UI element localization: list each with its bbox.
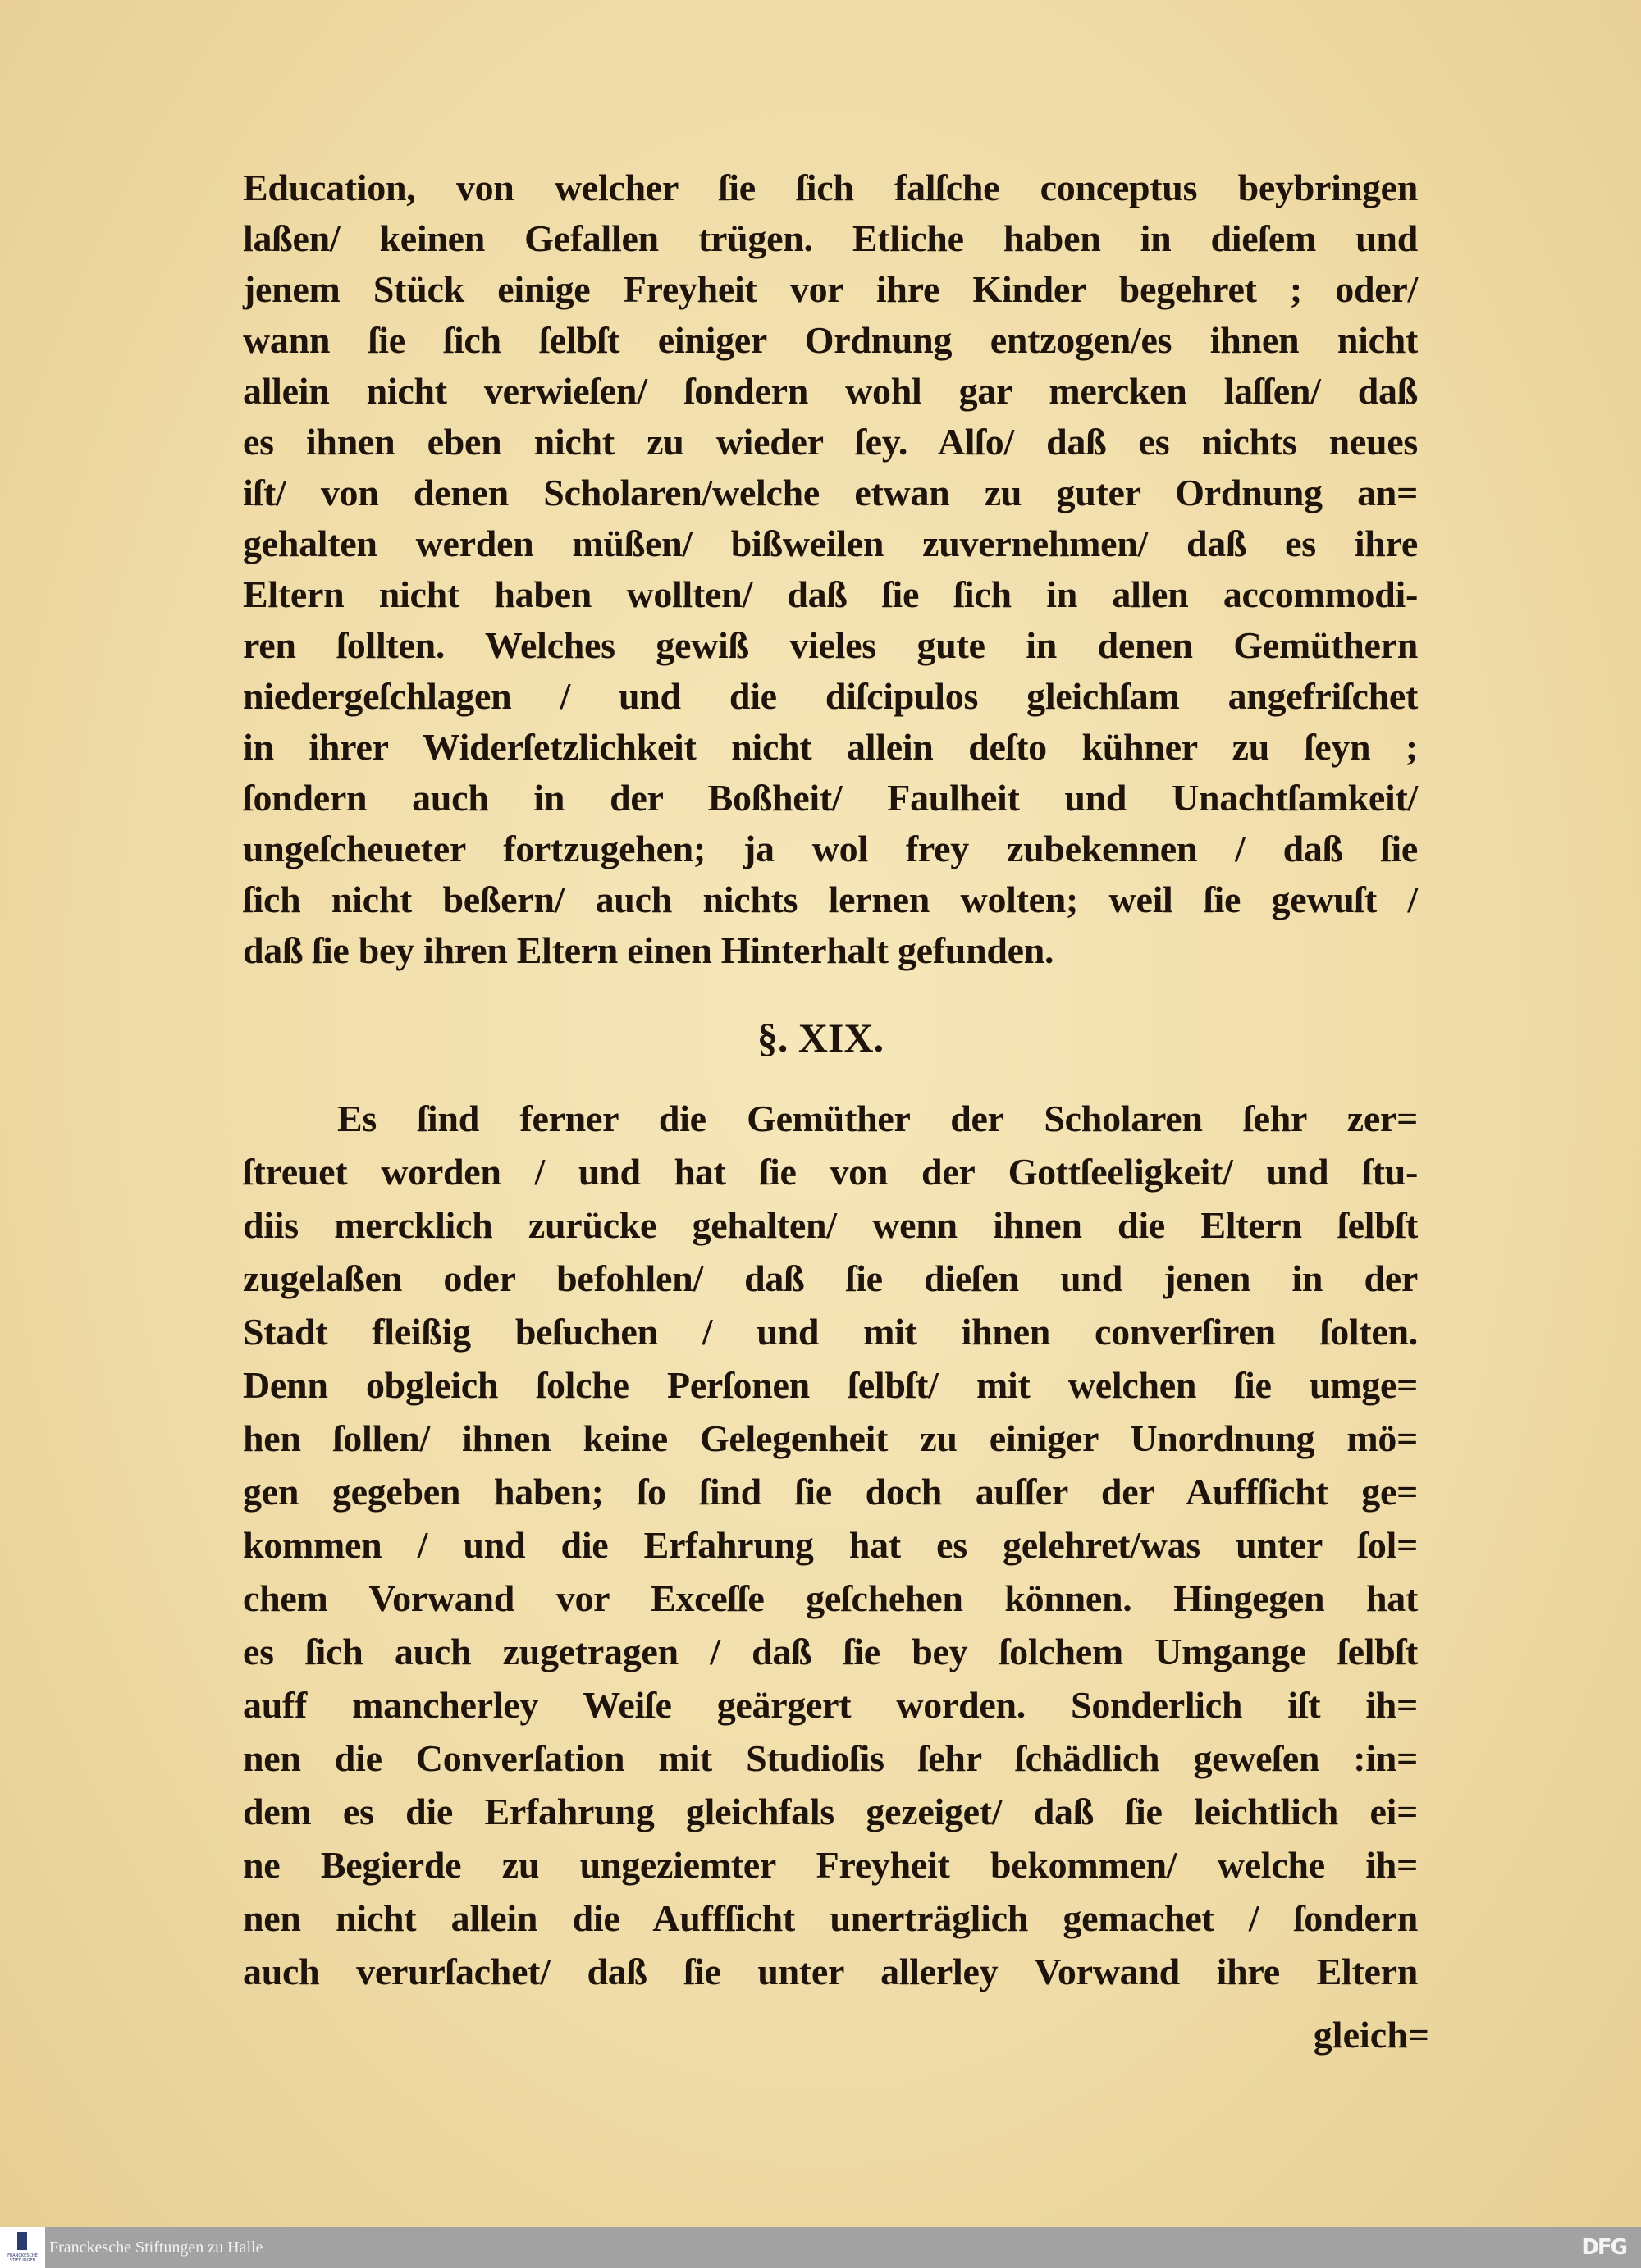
text-line: niedergeſchlagen / und die diſcipulos gleichſam angefriſchet bbox=[243, 675, 1418, 717]
text-line: daß ſie bey ihren Eltern einen Hinterhalt gefunden. bbox=[243, 929, 1054, 971]
text-line: hen ſollen/ ihnen keine Gelegenheit zu einiger Unordnung mö= bbox=[243, 1417, 1418, 1459]
text-line: Es ſind ferner die Gemüther der Scholaren ſehr zer= bbox=[337, 1097, 1418, 1139]
paragraph-1 bbox=[243, 162, 1418, 976]
text-line: jenem Stück einige Freyheit vor ihre Kinder begehret ; oder/ bbox=[243, 268, 1418, 310]
text-line: chem Vorwand vor Exceſſe geſchehen können. Hingegen hat bbox=[243, 1577, 1418, 1619]
text-line: es ſich auch zugetragen / daß ſie bey ſolchem Umgange ſelbſt bbox=[243, 1631, 1418, 1672]
text-line: wann ſie ſich ſelbſt einiger Ordnung entzogen/es ihnen nicht bbox=[243, 319, 1418, 361]
dfg-logo: DFG bbox=[1581, 2235, 1626, 2260]
paragraph-2 bbox=[243, 1092, 1418, 1998]
section-heading: §. XIX. bbox=[757, 1015, 884, 1061]
text-line: dem es die Erfahrung gleichfals gezeiget/ daß ſie leichtlich ei= bbox=[243, 1791, 1418, 1832]
text-line: auff mancherley Weiſe geärgert worden. Sonderlich iſt ih= bbox=[243, 1684, 1418, 1726]
text-line: es ihnen eben nicht zu wieder ſey. Alſo/ daß es nichts neues bbox=[243, 421, 1418, 463]
text-line: ren ſollten. Welches gewiß vieles gute in denen Gemüthern bbox=[243, 624, 1418, 666]
text-line: nen die Converſation mit Studioſis ſehr ſchädlich geweſen :in= bbox=[243, 1737, 1418, 1779]
text-line: laßen/ keinen Gefallen trügen. Etliche haben in dieſem und bbox=[243, 217, 1418, 259]
text-line: diis mercklich zurücke gehalten/ wenn ihnen die Eltern ſelbſt bbox=[243, 1204, 1418, 1246]
logo-caption: FRANCKESCHE STIFTUNGEN bbox=[7, 2253, 38, 2263]
text-line: zugelaßen oder befohlen/ daß ſie dieſen und jenen in der bbox=[243, 1257, 1418, 1299]
text-line: ſich nicht beßern/ auch nichts lernen wolten; weil ſie gewuſt / bbox=[243, 878, 1418, 920]
text-line: Denn obgleich ſolche Perſonen ſelbſt/ mit welchen ſie umge= bbox=[243, 1364, 1418, 1406]
text-line: iſt/ von denen Scholaren/welche etwan zu guter Ordnung an= bbox=[243, 472, 1418, 513]
text-line: ſondern auch in der Boßheit/ Faulheit und Unachtſamkeit/ bbox=[243, 777, 1418, 819]
text-line: nen nicht allein die Auffſicht unerträglich gemachet / ſondern bbox=[243, 1897, 1418, 1939]
text-line: Stadt fleißig beſuchen / und mit ihnen converſiren ſolten. bbox=[243, 1311, 1418, 1353]
text-line: ungeſcheueter fortzugehen; ja wol frey zubekennen / daß ſie bbox=[243, 828, 1418, 869]
text-line: kommen / und die Erfahrung hat es gelehret/was unter ſol= bbox=[243, 1524, 1418, 1566]
institution-name: Franckesche Stiftungen zu Halle bbox=[49, 2238, 263, 2257]
tower-icon bbox=[17, 2232, 27, 2250]
text-line: allein nicht verwieſen/ ſondern wohl gar mercken laſſen/ daß bbox=[243, 370, 1418, 412]
text-line: Education, von welcher ſie ſich falſche conceptus beybringen bbox=[243, 167, 1418, 208]
catchword: gleich= bbox=[1313, 2014, 1429, 2056]
text-line: auch verurſachet/ daß ſie unter allerley Vorwand ihre Eltern bbox=[243, 1951, 1418, 1992]
text-line: in ihrer Widerſetzlichkeit nicht allein deſto kühner zu ſeyn ; bbox=[243, 726, 1418, 768]
text-line: Eltern nicht haben wollten/ daß ſie ſich in allen accommodi- bbox=[243, 573, 1418, 615]
text-line: gehalten werden müßen/ bißweilen zuvernehmen/ daß es ihre bbox=[243, 523, 1418, 564]
text-line: ſtreuet worden / und hat ſie von der Gottſeeligkeit/ und ſtu- bbox=[243, 1151, 1418, 1193]
footer-bar bbox=[0, 2227, 1641, 2268]
text-line: ne Begierde zu ungeziemter Freyheit bekommen/ welche ih= bbox=[243, 1844, 1418, 1886]
institution-logo bbox=[0, 2227, 45, 2268]
text-line: gen gegeben haben; ſo ſind ſie doch auſſer der Auffſicht ge= bbox=[243, 1471, 1418, 1513]
